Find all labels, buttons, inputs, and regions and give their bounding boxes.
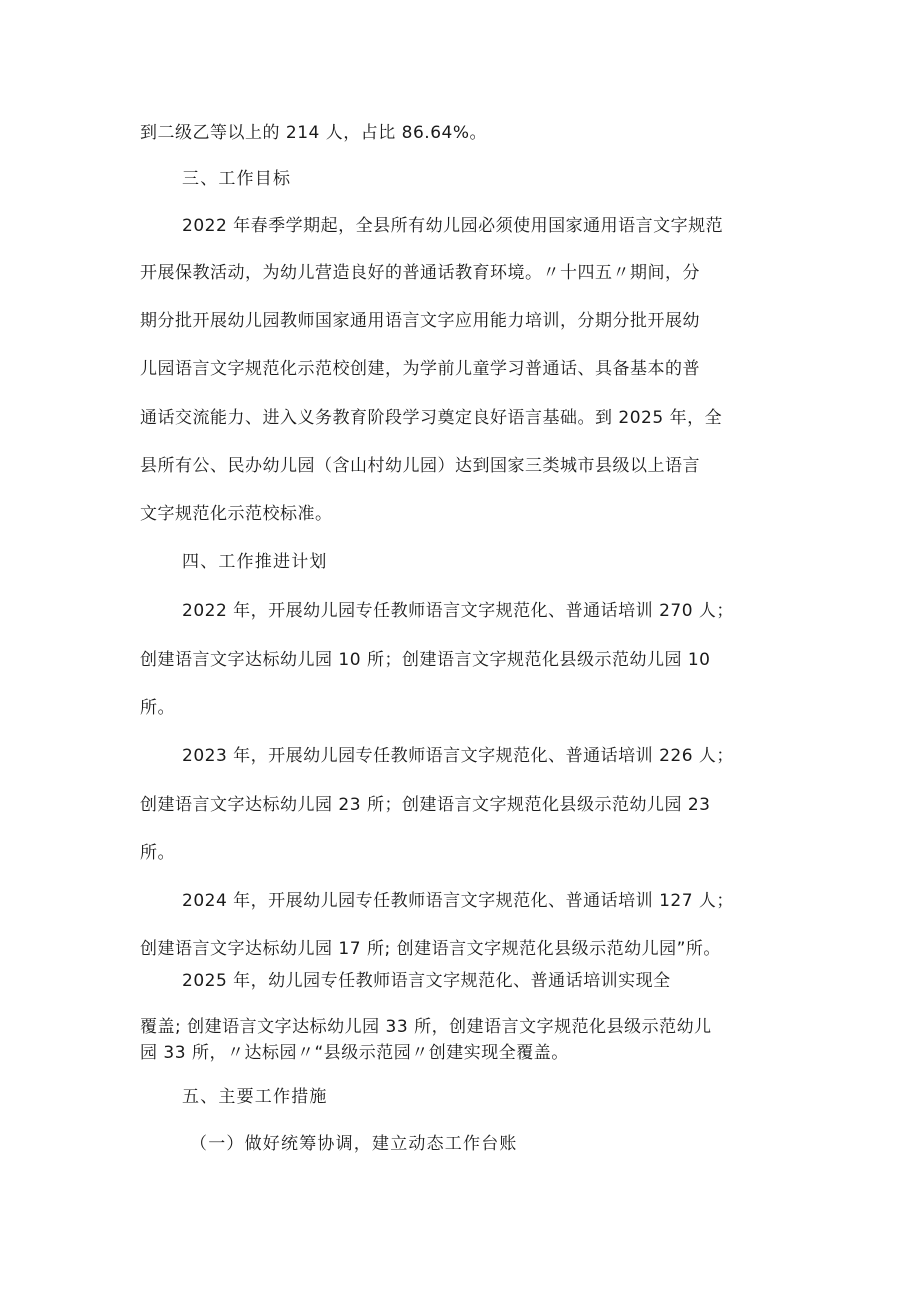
section-heading-3: 三、工作目标 — [182, 169, 292, 189]
text-line-16: 所。 — [140, 843, 175, 863]
text-line-21: 园 33 所，〃达标园〃“县级示范园〃创建实现全覆盖。 — [140, 1043, 569, 1063]
text-line-15: 创建语言文字达标幼儿园 23 所；创建语言文字规范化县级示范幼儿园 23 — [140, 795, 711, 815]
text-line-3: 2022 年春季学期起，全县所有幼儿园必须使用国家通用语言文字规范 — [182, 216, 724, 236]
text-line-17: 2024 年，开展幼儿园专任教师语言文字规范化、普通话培训 127 人； — [182, 891, 734, 911]
text-line-7: 通话交流能力、进入义务教育阶段学习奠定良好语言基础。到 2025 年，全 — [140, 408, 723, 428]
section-heading-4: 四、工作推进计划 — [182, 552, 328, 572]
text-line-20: 覆盖; 创建语言文字达标幼儿园 33 所，创建语言文字规范化县级示范幼儿 — [140, 1017, 712, 1037]
text-line-19: 2025 年，幼儿园专任教师语言文字规范化、普通话培训实现全 — [182, 971, 671, 991]
text-line-12: 创建语言文字达标幼儿园 10 所；创建语言文字规范化县级示范幼儿园 10 — [140, 650, 711, 670]
text-line-5: 期分批开展幼儿园教师国家通用语言文字应用能力培训，分期分批开展幼 — [140, 311, 700, 331]
text-line-1: 到二级乙等以上的 214 人，占比 86.64%。 — [140, 123, 487, 143]
section-heading-5: 五、主要工作措施 — [182, 1087, 328, 1107]
text-line-14: 2023 年，开展幼儿园专任教师语言文字规范化、普通话培训 226 人； — [182, 746, 734, 766]
text-line-6: 儿园语言文字规范化示范校创建，为学前儿童学习普通话、具备基本的普 — [140, 359, 700, 379]
subsection-heading-1: （一）做好统筹协调，建立动态工作台账 — [190, 1134, 518, 1154]
text-line-9: 文字规范化示范校标准。 — [140, 504, 333, 524]
text-line-8: 县所有公、民办幼儿园（含山村幼儿园）达到国家三类城市县级以上语言 — [140, 456, 700, 476]
text-line-11: 2022 年，开展幼儿园专任教师语言文字规范化、普通话培训 270 人； — [182, 601, 734, 621]
text-line-18: 创建语言文字达标幼儿园 17 所; 创建语言文字规范化县级示范幼儿园”所。 — [140, 939, 721, 959]
text-line-13: 所。 — [140, 698, 175, 718]
text-line-4: 开展保教活动，为幼儿营造良好的普通话教育环境。〃十四五〃期间，分 — [140, 263, 700, 283]
